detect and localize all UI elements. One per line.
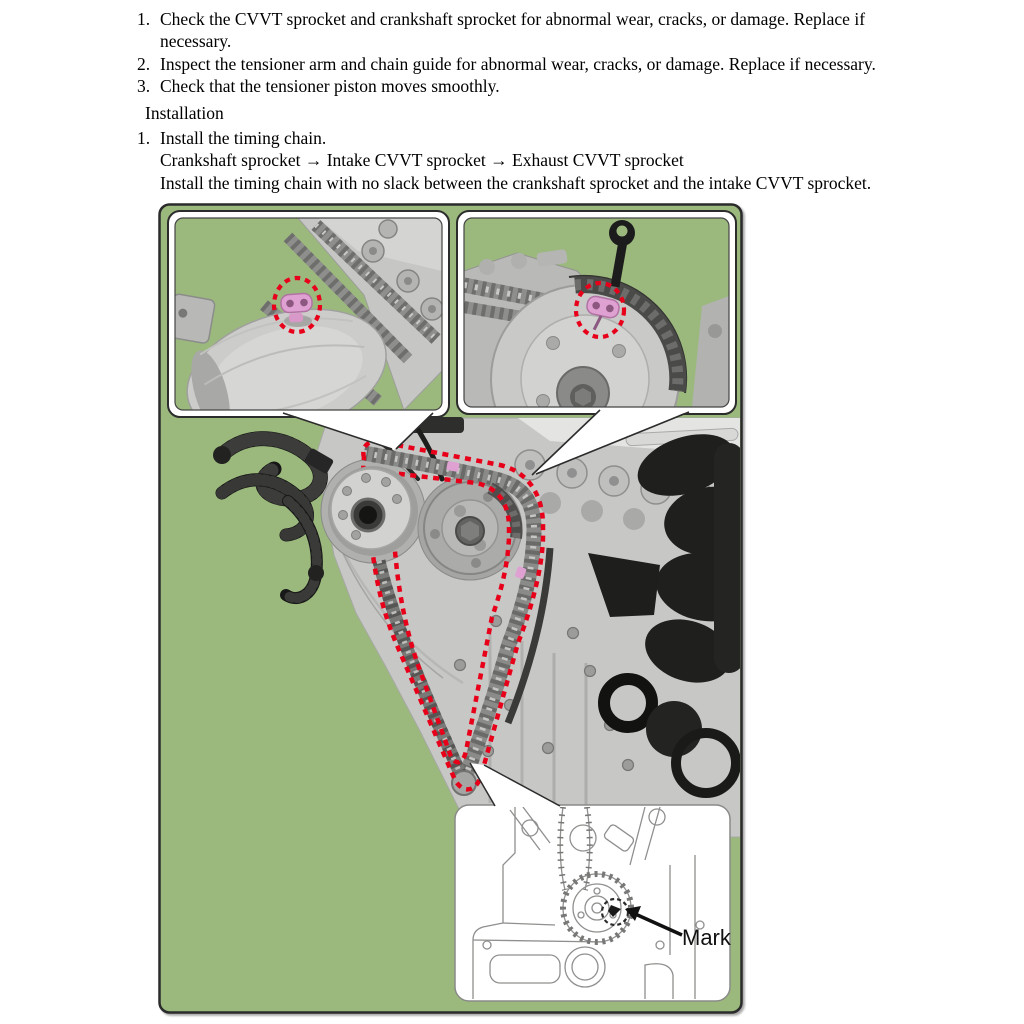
mark-label: Mark (682, 925, 731, 950)
step-number: 2. (137, 53, 151, 74)
section-heading: Installation (145, 102, 224, 123)
step-text: Install the timing chain. (160, 128, 327, 149)
inspection-step-1 (137, 8, 894, 53)
step-text: Inspect the tensioner arm and chain guide for abnormal wear, cracks, or damage. Replace if necessary. (160, 53, 876, 74)
step-number: 1. (137, 128, 151, 149)
step-text: Check the CVVT sprocket and crankshaft sprocket for abnormal wear, cracks, or damage. Replace if necessary. (160, 9, 866, 52)
chain-route-line: Crankshaft sprocket → Intake CVVT sprocket → Exhaust CVVT sprocket (160, 150, 684, 171)
instructions-text (137, 8, 894, 194)
installation-step-1 (137, 127, 894, 149)
crankshaft-sprocket (452, 771, 476, 795)
inset-crankshaft-mark-drawing (455, 805, 732, 1001)
step-text: Check that the tensioner piston moves smoothly. (160, 76, 500, 97)
chain-slack-note: Install the timing chain with no slack between the crankshaft sprocket and the intake CVVT sprocket. (160, 172, 872, 193)
exhaust-cvvt-sprocket (424, 482, 517, 574)
inspection-step-2 (137, 53, 894, 75)
step-number: 1. (137, 9, 151, 29)
timing-chain-figure (158, 203, 743, 1014)
intake-cvvt-sprocket (328, 466, 418, 556)
step-number: 3. (137, 76, 151, 97)
inspection-step-3 (137, 75, 894, 97)
